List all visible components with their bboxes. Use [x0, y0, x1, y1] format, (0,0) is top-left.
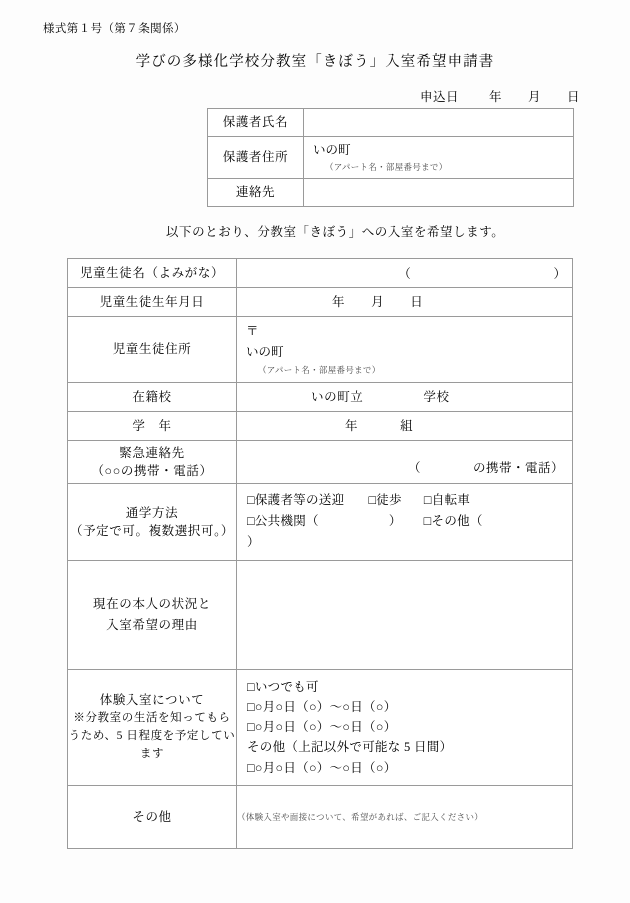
commute-label-line2: （予定で可。複数選択可。） [69, 523, 235, 538]
application-date-label: 申込日 [419, 90, 459, 104]
student-name-field[interactable] [237, 259, 573, 288]
trial-option-date-1[interactable]: □○月○日（○）〜○日（○） [247, 699, 397, 714]
student-address-field[interactable] [237, 317, 573, 383]
commute-options-row1 [247, 490, 572, 511]
student-address-content [237, 317, 572, 382]
table-row [68, 382, 573, 411]
student-birthdate-field[interactable] [237, 288, 573, 317]
commute-method-label [68, 483, 237, 560]
table-row [208, 179, 574, 207]
table-row [208, 109, 574, 137]
other-field[interactable] [237, 785, 573, 848]
request-statement: 以下のとおり、分教室「きぼう」への入室を希望します。 [166, 225, 505, 239]
emergency-contact-hint [408, 458, 564, 476]
enrolled-school-label: 在籍校 [68, 382, 237, 411]
trial-options [237, 670, 572, 785]
table-row [68, 317, 573, 383]
guardian-name-label: 保護者氏名 [208, 109, 304, 137]
emergency-contact-label-line1: 緊急連絡先 [119, 445, 185, 460]
guardian-address-label: 保護者住所 [208, 137, 304, 179]
emergency-contact-label [68, 440, 237, 483]
commute-option-other[interactable]: □その他（ [423, 514, 483, 529]
trial-option-date-3[interactable]: □○月○日（○）〜○日（○） [247, 760, 397, 775]
application-date-day: 日 [566, 90, 580, 104]
grade-year: 年 [345, 418, 359, 433]
guardian-address-content [304, 137, 573, 177]
trial-label-main: 体験入室について [99, 692, 205, 707]
grade-line [237, 417, 572, 436]
commute-label-line1: 通学方法 [125, 505, 179, 520]
reading-paren-open: （ [398, 267, 411, 281]
commute-option-public-transit[interactable]: □公共機関（ [247, 514, 319, 529]
guardian-address-town: いの町 [313, 143, 351, 158]
table-row [68, 560, 573, 669]
commute-options [237, 484, 572, 560]
birthdate-month: 月 [371, 294, 385, 309]
page-title: 学びの多様化学校分教室「きぼう」入室希望申請書 [135, 54, 495, 70]
student-name-label: 児童生徒名（よみがな） [68, 259, 237, 288]
commute-other-paren-close: ） [247, 535, 260, 550]
commute-option-guardian-transport[interactable]: □保護者等の送迎 [247, 492, 345, 507]
commute-options-row2 [247, 511, 572, 554]
reason-field[interactable] [237, 560, 573, 669]
emergency-contact-label-line2: （○○の携帯・電話） [91, 463, 213, 478]
postal-code-symbol: 〒 [246, 324, 260, 338]
application-date-line [420, 87, 580, 105]
trial-option-date-2[interactable]: □○月○日（○）〜○日（○） [247, 720, 397, 735]
student-address-note: （アパート名・部屋番号まで） [258, 365, 381, 375]
table-row [68, 440, 573, 483]
student-name-reading-area [237, 260, 572, 286]
guardian-contact-field[interactable] [304, 179, 574, 207]
table-row [68, 785, 573, 848]
student-address-label: 児童生徒住所 [68, 317, 237, 383]
trial-option-other-label: その他（上記以外で可能な 5 日間） [247, 740, 453, 755]
emergency-contact-content [237, 442, 572, 482]
emergency-suffix: の携帯・電話） [472, 460, 564, 475]
table-row [68, 483, 573, 560]
application-date-month: 月 [527, 90, 541, 104]
student-birthdate-label: 児童生徒生年月日 [68, 288, 237, 317]
trial-admission-label [68, 669, 237, 785]
reason-label-line2: 入室希望の理由 [106, 617, 198, 632]
commute-option-bicycle[interactable]: □自転車 [423, 492, 471, 507]
grade-class: 組 [400, 418, 414, 433]
emergency-contact-field[interactable] [237, 440, 573, 483]
table-row [208, 137, 574, 179]
student-address-town: いの町 [246, 344, 284, 359]
table-row [68, 669, 573, 785]
guardian-address-note: （アパート名・部屋番号まで） [325, 162, 448, 173]
grade-label: 学 年 [68, 411, 237, 440]
reading-paren-close: ） [553, 267, 566, 281]
other-label: その他 [68, 785, 237, 848]
form-number: 様式第１号（第７条関係） [43, 23, 186, 35]
enrolled-school-line [237, 388, 572, 407]
other-note: （体験入室や面接について、希望があれば、ご記入ください） [237, 811, 484, 822]
trial-label-note: ※分教室の生活を知ってもらうため、5 日程度を予定しています [68, 712, 236, 760]
enrolled-school-suffix: 学校 [423, 389, 450, 404]
commute-option-walk[interactable]: □徒歩 [368, 492, 402, 507]
table-row [68, 288, 573, 317]
guardian-address-field[interactable] [304, 137, 574, 179]
emergency-paren-open: （ [407, 460, 421, 475]
commute-method-field[interactable] [237, 483, 573, 560]
table-row [68, 259, 573, 288]
guardian-contact-label: 連絡先 [208, 179, 304, 207]
guardian-name-field[interactable] [304, 109, 574, 137]
trial-option-anytime[interactable]: □いつでも可 [247, 679, 319, 694]
birthdate-placeholder-line [237, 293, 572, 312]
grade-field[interactable] [237, 411, 573, 440]
reason-label-line1: 現在の本人の状況と [93, 597, 211, 612]
guardian-info-table [207, 108, 574, 207]
student-application-table [67, 258, 573, 849]
birthdate-year: 年 [332, 294, 346, 309]
commute-public-paren-close: ） [388, 514, 402, 529]
birthdate-day: 日 [410, 294, 424, 309]
table-row [68, 411, 573, 440]
enrolled-school-town-prefix: いの町立 [311, 389, 364, 404]
reason-label [68, 560, 237, 669]
application-date-year: 年 [488, 90, 502, 104]
enrolled-school-field[interactable] [237, 382, 573, 411]
trial-admission-field[interactable] [237, 669, 573, 785]
